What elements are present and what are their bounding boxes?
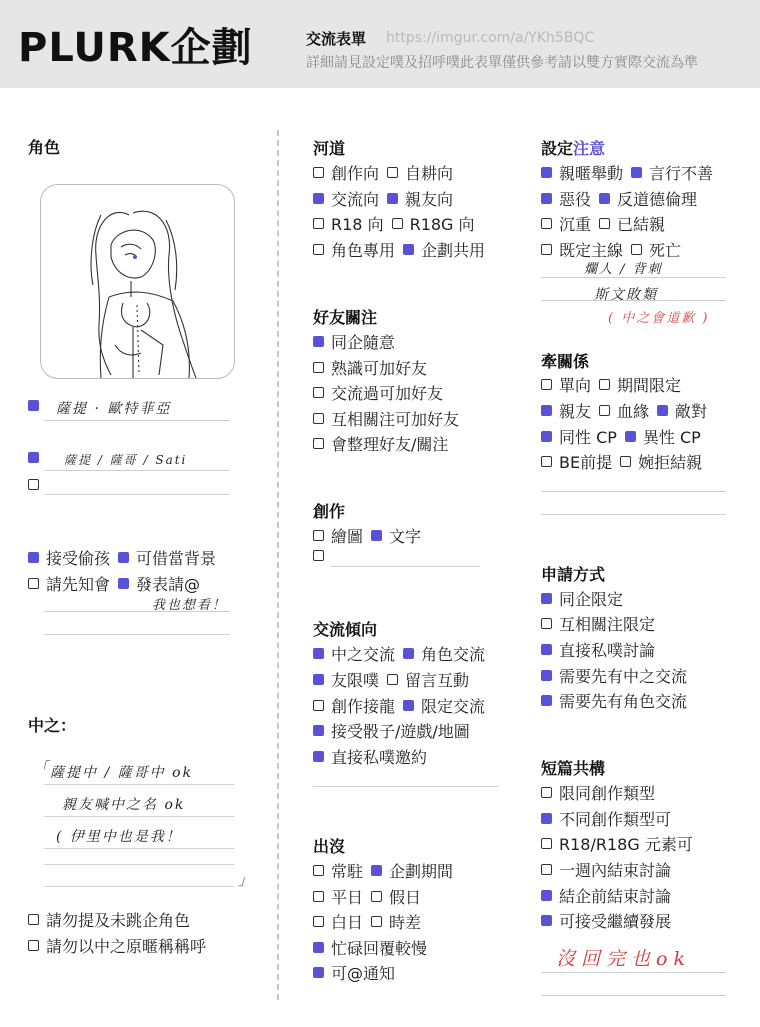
plurk-logo: PLURK企劃 — [18, 25, 253, 71]
option-label: 血緣 — [617, 402, 650, 421]
option-label: 自耕向 — [405, 164, 454, 183]
checkbox[interactable] — [541, 244, 552, 255]
settings-line-2 — [541, 300, 726, 301]
option-label: 請勿提及未跳企角色 — [46, 911, 191, 930]
option-label: 交流向 — [331, 190, 380, 209]
zhongzhi-line-3: ( 伊里中也是我！ — [56, 829, 182, 845]
zhongzhi-line-2: 親友喊中之名 ok — [62, 797, 186, 813]
option-label: 創作向 — [331, 164, 380, 183]
checkbox[interactable] — [387, 193, 398, 204]
option-label: 親暱舉動 — [559, 164, 624, 183]
apply-row-4 — [541, 664, 687, 687]
relations-line-2 — [541, 514, 726, 515]
relations-line-1 — [541, 491, 726, 492]
option-label: 直接私噗邀約 — [331, 748, 428, 767]
friends-row-2 — [313, 356, 427, 379]
checkbox[interactable] — [620, 456, 631, 467]
option-label: 互相關注限定 — [559, 615, 656, 634]
option-label: 會整理好友/關注 — [331, 435, 449, 454]
checkbox[interactable] — [541, 644, 552, 655]
short-heading: 短篇共構 — [541, 759, 606, 778]
checkbox[interactable] — [599, 379, 610, 390]
option-label: 異性 CP — [642, 428, 701, 447]
option-label: 惡役 — [559, 190, 592, 209]
short-row-2 — [541, 807, 671, 830]
column-divider — [277, 130, 279, 1000]
checkbox[interactable] — [541, 218, 552, 229]
option-label: 限同創作類型 — [559, 784, 656, 803]
option-label: 時差 — [389, 913, 422, 932]
checkbox[interactable] — [625, 431, 636, 442]
portrait-sketch — [41, 185, 234, 378]
apply-row-1 — [541, 587, 623, 610]
checkbox[interactable] — [403, 700, 414, 711]
short-row-3 — [541, 832, 693, 855]
checkbox[interactable] — [392, 218, 403, 229]
checkbox[interactable] — [631, 167, 642, 178]
option-label: R18 向 — [331, 215, 384, 234]
checkbox[interactable] — [313, 891, 324, 902]
form-title: 交流表單 — [306, 30, 367, 48]
option-label: 同企限定 — [559, 590, 624, 609]
option-label: 同性 CP — [559, 428, 617, 447]
name-field-2[interactable] — [28, 452, 46, 463]
zhongzhi-line-1: 薩提中 / 薩哥中 ok — [50, 765, 193, 781]
interact-row-3 — [313, 694, 485, 717]
zhongzhi-rule-5 — [44, 886, 234, 887]
option-line-1 — [44, 611, 230, 612]
option-label: 請先知會 — [46, 575, 111, 594]
bottom-option-2 — [28, 934, 206, 957]
river-row-1 — [313, 161, 453, 184]
name-line-2 — [44, 470, 230, 471]
checkbox[interactable] — [313, 530, 324, 541]
settings-note-3: ( 中之會道歉 ) — [608, 311, 710, 326]
create-heading: 創作 — [313, 502, 346, 521]
checkbox[interactable] — [541, 915, 552, 926]
name-field-3[interactable] — [28, 479, 46, 490]
option-label: 結企前結束討論 — [559, 887, 672, 906]
option-label: 友限噗 — [331, 671, 380, 690]
checkbox[interactable] — [313, 916, 324, 927]
option-label: 企劃共用 — [421, 241, 486, 260]
friends-row-4 — [313, 407, 459, 430]
checkbox[interactable] — [541, 864, 552, 875]
checkbox[interactable] — [541, 838, 552, 849]
option-label: 熟識可加好友 — [331, 359, 428, 378]
option-label: 限定交流 — [421, 697, 486, 716]
eye-detail — [133, 255, 137, 259]
option-label: 同企隨意 — [331, 333, 396, 352]
zhongzhi-rule-3 — [44, 848, 234, 849]
option-label: 已結親 — [617, 215, 666, 234]
apply-row-2 — [541, 612, 655, 635]
option-label: 期間限定 — [617, 376, 682, 395]
checkbox[interactable] — [371, 865, 382, 876]
option-label: 文字 — [389, 527, 422, 546]
option-label: R18/R18G 元素可 — [559, 835, 693, 854]
checkbox[interactable] — [541, 379, 552, 390]
checkbox[interactable] — [541, 813, 552, 824]
option-label: 忙碌回覆較慢 — [331, 939, 428, 958]
checkbox[interactable] — [631, 244, 642, 255]
interact-row-1 — [313, 642, 485, 665]
checkbox[interactable] — [541, 787, 552, 798]
relations-row-1 — [541, 373, 681, 396]
checkbox[interactable] — [313, 865, 324, 876]
option-label: 互相關注可加好友 — [331, 410, 460, 429]
option-row-2 — [28, 572, 200, 595]
checkbox[interactable] — [541, 405, 552, 416]
checkbox[interactable] — [28, 552, 39, 563]
relations-row-3 — [541, 425, 701, 448]
checkbox[interactable] — [313, 674, 324, 685]
interact-row-2 — [313, 668, 469, 691]
option-row-1 — [28, 546, 216, 569]
option-label: 反道德倫理 — [617, 190, 698, 209]
checkbox[interactable] — [313, 362, 324, 373]
checkbox[interactable] — [541, 618, 552, 629]
zhongzhi-rule-2 — [44, 816, 234, 817]
header-note: 詳細請見設定噗及招呼噗此表單僅供參考請以雙方實際交流為準 — [306, 55, 698, 71]
checkbox[interactable] — [28, 479, 39, 490]
checkbox[interactable] — [541, 456, 552, 467]
checkbox[interactable] — [599, 405, 610, 416]
option-label: 接受偷孩 — [46, 549, 111, 568]
settings-line-1 — [541, 277, 726, 278]
bottom-option-1 — [28, 908, 190, 931]
checkbox[interactable] — [387, 167, 398, 178]
option-label: 可借當背景 — [136, 549, 217, 568]
checkbox[interactable] — [371, 891, 382, 902]
option-label: 親友向 — [405, 190, 454, 209]
checkbox[interactable] — [28, 452, 39, 463]
river-heading: 河道 — [313, 139, 346, 158]
appear-row-5 — [313, 961, 395, 984]
checkbox[interactable] — [313, 218, 324, 229]
checkbox[interactable] — [28, 400, 39, 411]
option-label: 直接私噗討論 — [559, 641, 656, 660]
interact-row-5 — [313, 745, 427, 768]
checkbox[interactable] — [313, 438, 324, 449]
short-row-4 — [541, 858, 671, 881]
checkbox[interactable] — [313, 413, 324, 424]
option-label: 平日 — [331, 888, 364, 907]
river-row-2 — [313, 187, 453, 210]
option-line-2 — [44, 634, 230, 635]
option-label: 可接受繼續發展 — [559, 912, 672, 931]
checkbox[interactable] — [313, 700, 324, 711]
short-line-1 — [541, 972, 726, 973]
interact-heading: 交流傾向 — [313, 620, 378, 639]
checkbox[interactable] — [313, 942, 324, 953]
checkbox[interactable] — [28, 914, 39, 925]
checkbox[interactable] — [313, 550, 324, 561]
option-label: 假日 — [389, 888, 422, 907]
short-row-6 — [541, 909, 671, 932]
appear-row-3 — [313, 910, 421, 933]
interact-line — [313, 786, 498, 787]
settings-row-2 — [541, 187, 697, 210]
checkbox[interactable] — [541, 193, 552, 204]
option-label: 言行不善 — [649, 164, 714, 183]
checkbox[interactable] — [28, 940, 39, 951]
option-label: 敵對 — [675, 402, 708, 421]
checkbox[interactable] — [313, 725, 324, 736]
option-label: BE前提 — [559, 453, 613, 472]
friends-row-5 — [313, 432, 448, 455]
option-label: 請勿以中之原暱稱稱呼 — [46, 937, 207, 956]
friends-heading: 好友關注 — [313, 308, 378, 327]
zhongzhi-rule-4 — [44, 864, 234, 865]
appear-heading: 出沒 — [313, 837, 346, 856]
create-other-line — [330, 566, 480, 567]
checkbox[interactable] — [541, 593, 552, 604]
create-row-1 — [313, 524, 421, 547]
header-bar — [0, 0, 760, 88]
option-label: 企劃期間 — [389, 862, 454, 881]
settings-heading — [541, 136, 605, 159]
checkbox[interactable] — [313, 193, 324, 204]
option-label: 角色交流 — [421, 645, 486, 664]
checkbox[interactable] — [599, 218, 610, 229]
checkbox[interactable] — [313, 167, 324, 178]
option-label: 中之交流 — [331, 645, 396, 664]
checkbox[interactable] — [387, 674, 398, 685]
checkbox[interactable] — [313, 336, 324, 347]
checkbox[interactable] — [541, 890, 552, 901]
name-line-3 — [44, 494, 230, 495]
friends-row-1 — [313, 330, 395, 353]
appear-row-1 — [313, 859, 453, 882]
zhongzhi-close: 」 — [238, 873, 254, 889]
checkbox[interactable] — [371, 916, 382, 927]
option-label: 交流過可加好友 — [331, 384, 444, 403]
option-label: 繪圖 — [331, 527, 364, 546]
checkbox[interactable] — [599, 193, 610, 204]
checkbox[interactable] — [541, 695, 552, 706]
name-field-1[interactable] — [28, 400, 46, 411]
option-label: 發表請@ — [136, 575, 201, 594]
name-line-1 — [44, 420, 230, 421]
option-label: 需要先有中之交流 — [559, 667, 688, 686]
option-label: 需要先有角色交流 — [559, 692, 688, 711]
checkbox[interactable] — [541, 670, 552, 681]
relations-heading: 牽關係 — [541, 352, 590, 371]
friends-row-3 — [313, 381, 443, 404]
appear-row-2 — [313, 885, 421, 908]
interact-row-4 — [313, 719, 470, 742]
option-label: R18G 向 — [409, 215, 475, 234]
name-field-2-text: 薩提 / 薩哥 / Sati — [64, 453, 188, 467]
settings-note-1: 爛人 / 背刺 — [584, 262, 663, 277]
checkbox[interactable] — [313, 387, 324, 398]
option-label: 白日 — [331, 913, 364, 932]
checkbox[interactable] — [118, 578, 129, 589]
role-heading: 角色 — [28, 138, 61, 157]
appear-row-4 — [313, 936, 427, 959]
checkbox[interactable] — [28, 578, 39, 589]
option-label: 死亡 — [649, 241, 682, 260]
checkbox[interactable] — [541, 167, 552, 178]
checkbox[interactable] — [371, 530, 382, 541]
settings-note-2: 斯文敗類 — [594, 287, 658, 303]
zhongzhi-rule-1 — [44, 784, 234, 785]
option-label: 單向 — [559, 376, 592, 395]
checkbox[interactable] — [403, 244, 414, 255]
zhongzhi-open: 「 — [34, 760, 50, 776]
imgur-link[interactable]: https://imgur.com/a/YKh5BQC — [386, 30, 595, 46]
checkbox[interactable] — [313, 244, 324, 255]
short-row-5 — [541, 884, 671, 907]
checkbox[interactable] — [313, 967, 324, 978]
zhongzhi-heading: 中之： — [28, 716, 77, 735]
checkbox[interactable] — [118, 552, 129, 563]
publish-note: 我也想看！ — [152, 598, 228, 613]
settings-row-1 — [541, 161, 713, 184]
checkbox[interactable] — [657, 405, 668, 416]
option-label: 既定主線 — [559, 241, 624, 260]
option-label: 常駐 — [331, 862, 364, 881]
checkbox[interactable] — [313, 751, 324, 762]
apply-heading: 申請方式 — [541, 565, 606, 584]
option-label: 創作接龍 — [331, 697, 396, 716]
checkbox[interactable] — [313, 648, 324, 659]
river-row-4 — [313, 238, 485, 261]
river-row-3 — [313, 212, 475, 235]
option-label: 可@通知 — [331, 964, 396, 983]
short-row-1 — [541, 781, 655, 804]
relations-row-4 — [541, 450, 702, 473]
checkbox[interactable] — [541, 431, 552, 442]
settings-heading-b: 注意 — [573, 139, 606, 158]
relations-row-2 — [541, 399, 707, 422]
option-label: 留言互動 — [405, 671, 470, 690]
option-label: 一週內結束討論 — [559, 861, 672, 880]
short-line-2 — [541, 995, 726, 996]
name-field-1-text: 薩提 · 歐特菲亞 — [56, 401, 172, 417]
option-label: 沉重 — [559, 215, 592, 234]
option-label: 親友 — [559, 402, 592, 421]
option-label: 接受骰子/遊戲/地圖 — [331, 722, 470, 741]
checkbox[interactable] — [403, 648, 414, 659]
character-portrait — [40, 184, 235, 379]
option-label: 婉拒結親 — [638, 453, 703, 472]
apply-row-5 — [541, 689, 687, 712]
settings-row-3 — [541, 212, 665, 235]
create-row-2 — [313, 550, 331, 561]
short-note: 沒回完也ok — [556, 948, 691, 970]
settings-heading-a: 設定 — [541, 139, 574, 158]
apply-row-3 — [541, 638, 655, 661]
option-label: 角色專用 — [331, 241, 396, 260]
option-label: 不同創作類型可 — [559, 810, 672, 829]
